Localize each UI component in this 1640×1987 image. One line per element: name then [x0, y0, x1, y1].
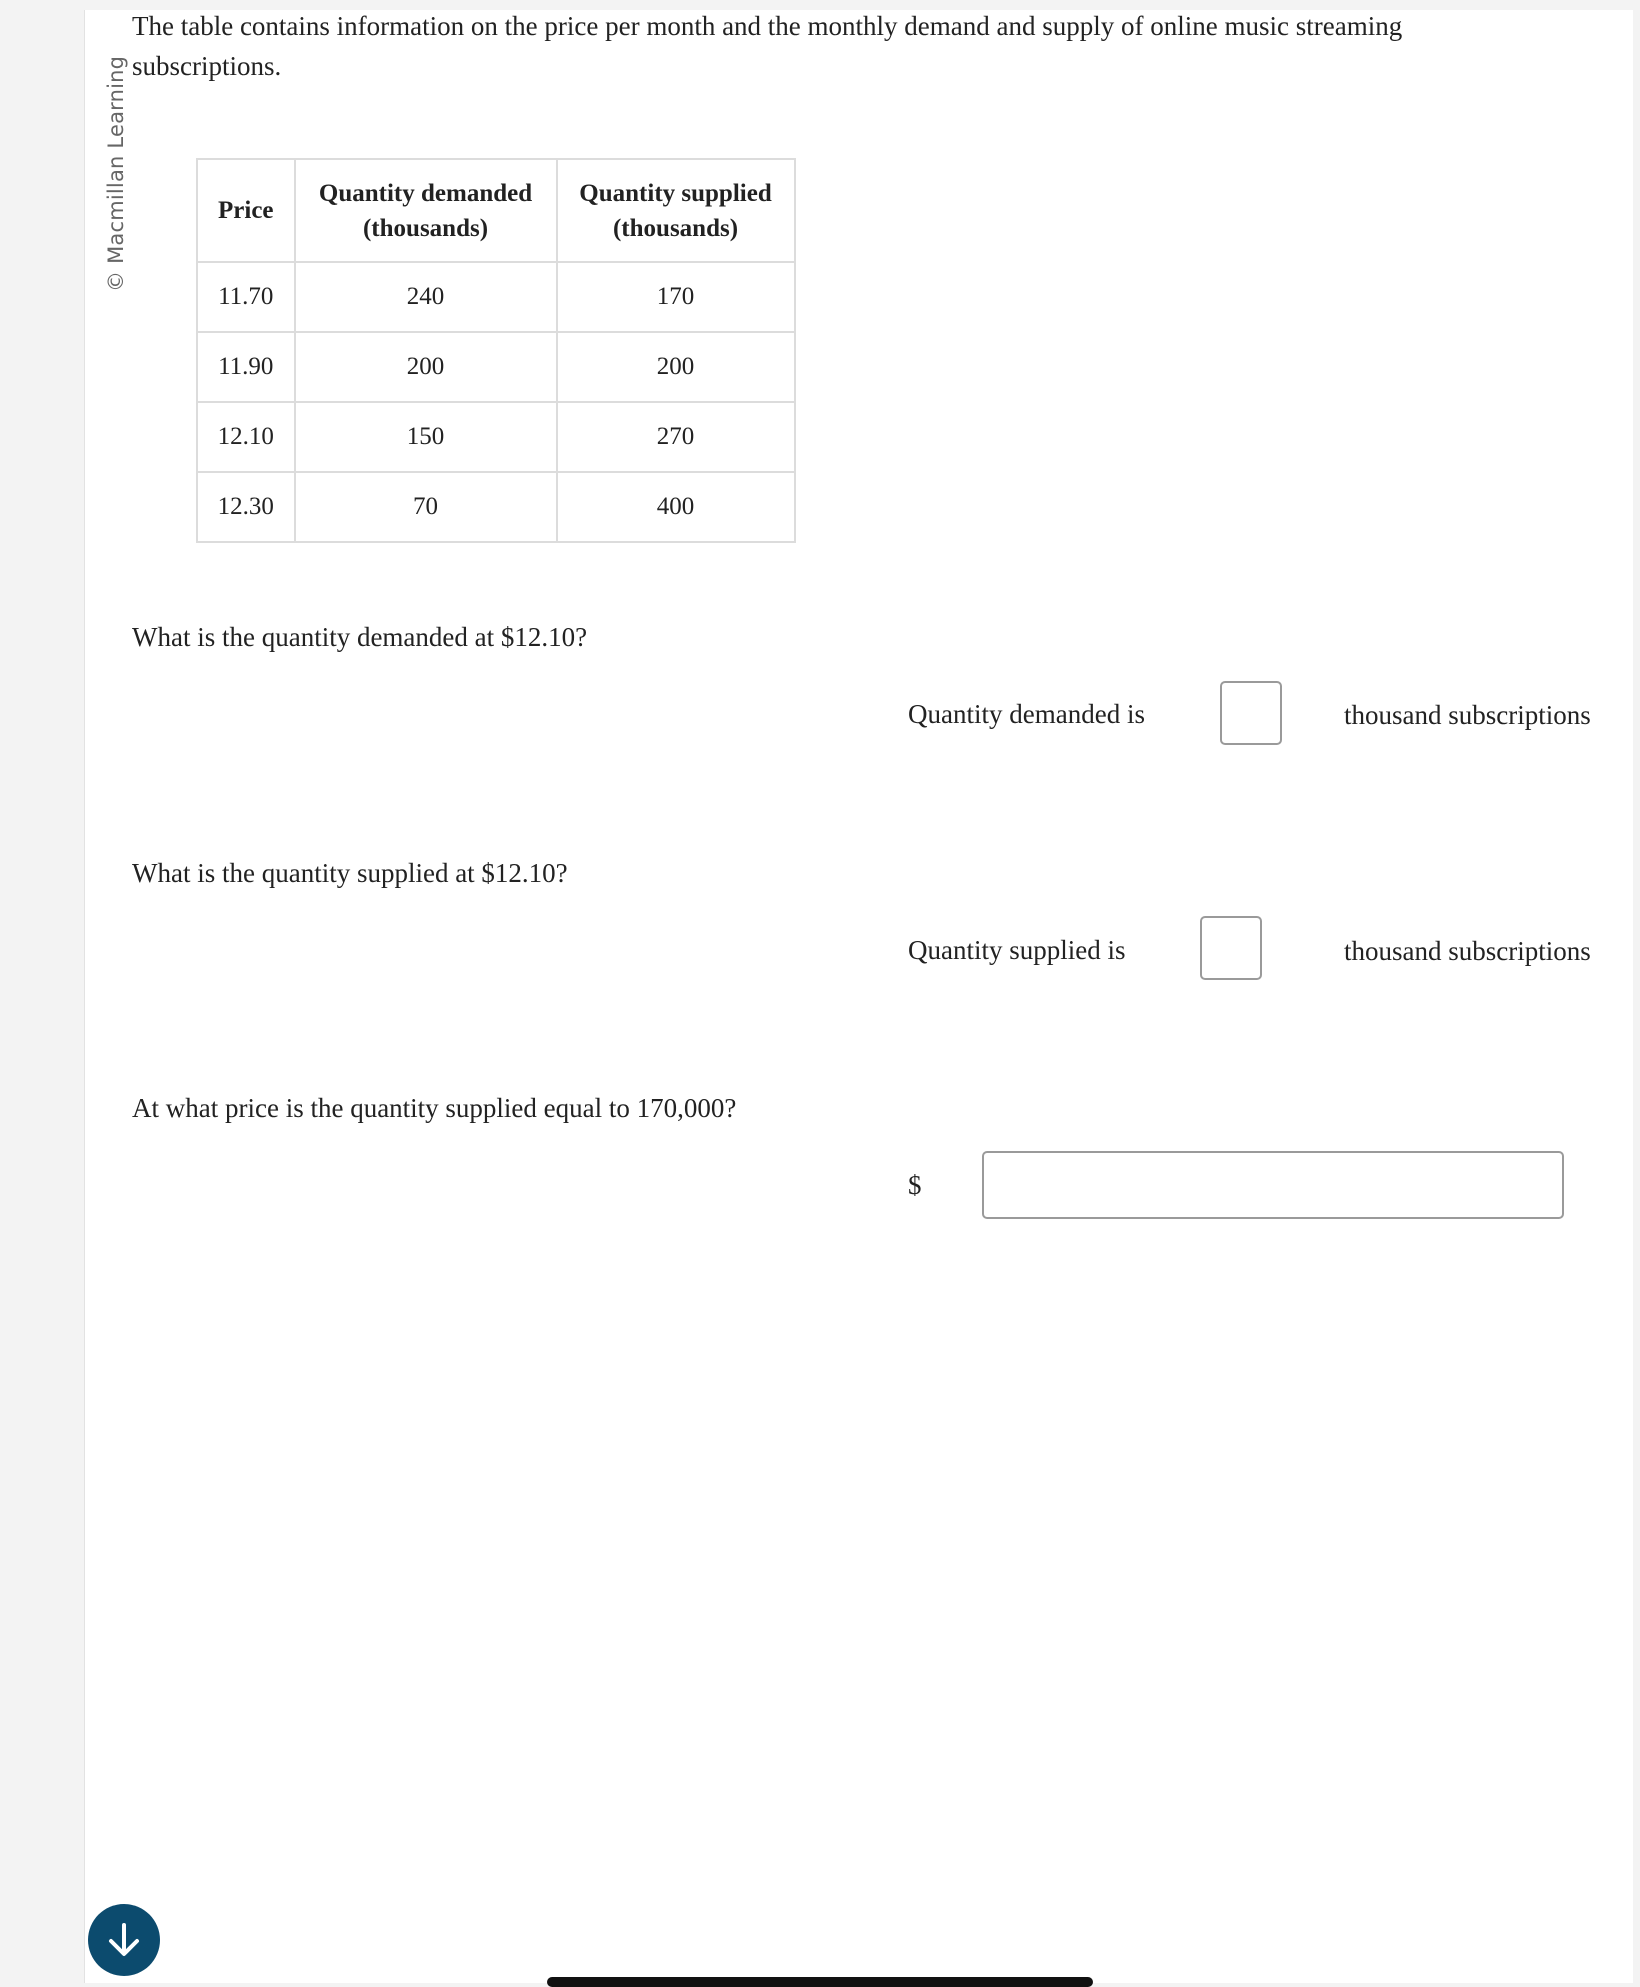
- dollar-sign-label: $: [908, 1170, 922, 1200]
- home-indicator: [547, 1977, 1093, 1987]
- cell-quantity-demanded: 150: [295, 402, 557, 472]
- cell-price: 11.90: [197, 332, 295, 402]
- table-header-row: [197, 159, 795, 262]
- cell-quantity-demanded: 240: [295, 262, 557, 332]
- cell-price: 11.70: [197, 262, 295, 332]
- cell-quantity-demanded: 200: [295, 332, 557, 402]
- price-input[interactable]: [982, 1151, 1564, 1219]
- question-1-label: Quantity demanded is: [908, 699, 1145, 729]
- header-quantity-supplied: [557, 159, 795, 262]
- cell-quantity-supplied: 200: [557, 332, 795, 402]
- table-row: [197, 402, 795, 472]
- cell-quantity-supplied: 400: [557, 472, 795, 542]
- quantity-demanded-input[interactable]: [1220, 681, 1282, 745]
- table-row: [197, 472, 795, 542]
- header-qd-line2: (thousands): [362, 214, 489, 242]
- cell-quantity-supplied: 170: [557, 262, 795, 332]
- header-price: [197, 159, 295, 262]
- question-2-suffix: thousand subscriptions: [1344, 936, 1591, 966]
- question-2-prompt: What is the quantity supplied at $12.10?: [132, 858, 568, 888]
- quantity-supplied-input[interactable]: [1200, 916, 1262, 980]
- arrow-down-icon: [103, 1919, 145, 1961]
- header-price-label: Price: [218, 197, 274, 224]
- header-qs-line2: (thousands): [612, 214, 739, 242]
- table-row: [197, 262, 795, 332]
- cell-quantity-demanded: 70: [295, 472, 557, 542]
- intro-text: The table contains information on the price per month and the monthly demand and supply of online music streaming subscriptions.: [132, 11, 1403, 81]
- demand-supply-table: [196, 158, 796, 543]
- copyright-notice: © Macmillan Learning: [104, 55, 128, 292]
- question-3-prompt: At what price is the quantity supplied equal to 170,000?: [132, 1093, 737, 1123]
- question-1-suffix: thousand subscriptions: [1344, 700, 1591, 730]
- table-row: [197, 332, 795, 402]
- cell-quantity-supplied: 270: [557, 402, 795, 472]
- header-qd-line1: Quantity demanded: [318, 179, 533, 207]
- cell-price: 12.10: [197, 402, 295, 472]
- scroll-down-button[interactable]: [88, 1904, 160, 1976]
- cell-price: 12.30: [197, 472, 295, 542]
- question-1-prompt: What is the quantity demanded at $12.10?: [132, 622, 588, 652]
- header-quantity-demanded: [295, 159, 557, 262]
- left-margin: [0, 0, 84, 1983]
- question-2-label: Quantity supplied is: [908, 935, 1126, 965]
- header-qs-line1: Quantity supplied: [579, 179, 772, 207]
